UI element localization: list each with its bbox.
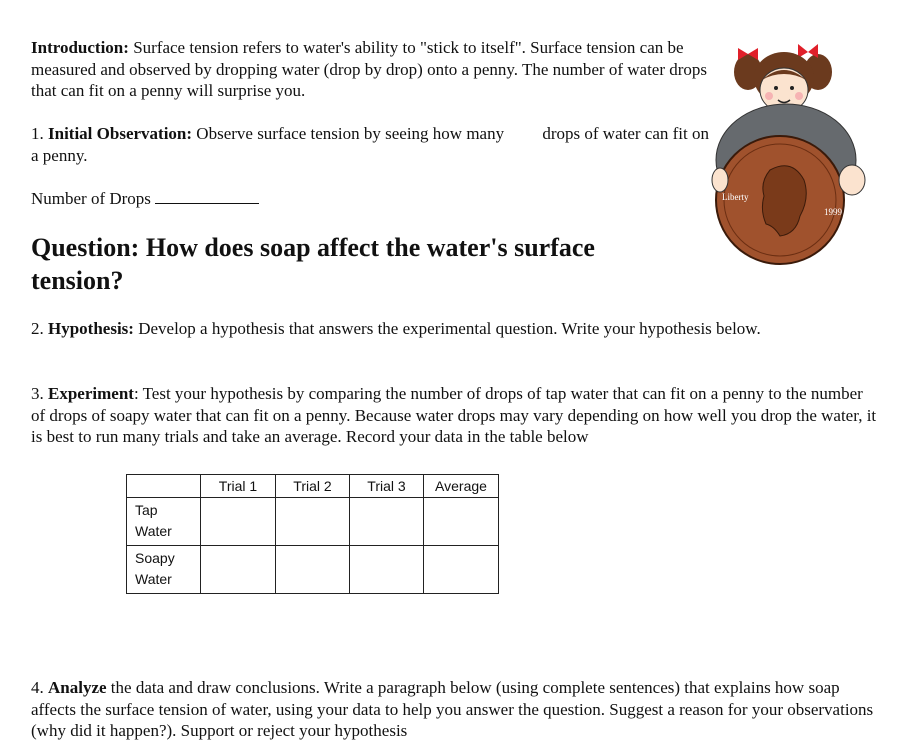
data-table bbox=[126, 474, 499, 594]
analyze-label: Analyze bbox=[48, 678, 107, 697]
soapy-water-average-cell[interactable] bbox=[424, 546, 499, 594]
table-header-cell-empty bbox=[127, 475, 201, 498]
introduction-text: Surface tension refers to water's ability to "stick to itself". Surface tension can be measured and observed by dropping water (drop by drop) onto a penny. The number of water drops that can fit on a penny will surprise you. bbox=[31, 38, 708, 100]
introduction-paragraph bbox=[31, 37, 711, 102]
experiment-paragraph bbox=[31, 383, 881, 448]
soapy-water-trial-1-cell[interactable] bbox=[201, 546, 276, 594]
analyze-text: the data and draw conclusions. Write a paragraph below (using complete sentences) that explains how soap affects the surface tension of water, using your data to help you answer the question. Suggest a reason for your observations (why did it happen?). Support or reject your hypothesis bbox=[31, 678, 874, 740]
table-row bbox=[127, 546, 499, 594]
initial-observation-paragraph bbox=[31, 123, 711, 166]
table-header-average: Average bbox=[424, 475, 499, 498]
table-header-trial-2: Trial 2 bbox=[276, 475, 350, 498]
coin-liberty-text: Liberty bbox=[722, 192, 749, 202]
hypothesis-label: Hypothesis: bbox=[48, 319, 134, 338]
table-row bbox=[127, 498, 499, 546]
experiment-label: Experiment bbox=[48, 384, 134, 403]
question-heading: Question: How does soap affect the water's surface tension? bbox=[31, 233, 595, 295]
observation-number: 1. bbox=[31, 124, 48, 143]
introduction-label: Introduction: bbox=[31, 38, 129, 57]
row-label-line: Water bbox=[135, 571, 172, 587]
experiment-number: 3. bbox=[31, 384, 48, 403]
tap-water-average-cell[interactable] bbox=[424, 498, 499, 546]
tap-water-trial-1-cell[interactable] bbox=[201, 498, 276, 546]
row-label-line: Soapy bbox=[135, 550, 175, 566]
row-label-line: Water bbox=[135, 523, 172, 539]
row-label-soapy-water bbox=[127, 546, 201, 594]
soapy-water-trial-2-cell[interactable] bbox=[276, 546, 350, 594]
table-header-trial-1: Trial 1 bbox=[201, 475, 276, 498]
drops-label: Number of Drops bbox=[31, 189, 151, 208]
coin-year-text: 1999 bbox=[824, 207, 842, 217]
girl-holding-penny-illustration bbox=[700, 30, 875, 270]
row-label-line: Tap bbox=[135, 502, 158, 518]
drops-blank-line[interactable] bbox=[155, 189, 259, 204]
hypothesis-number: 2. bbox=[31, 319, 48, 338]
tap-water-trial-3-cell[interactable] bbox=[350, 498, 424, 546]
right-cheek bbox=[795, 92, 803, 100]
row-label-tap-water bbox=[127, 498, 201, 546]
table-header-row bbox=[127, 475, 499, 498]
right-eye bbox=[790, 86, 794, 90]
table-header-trial-3: Trial 3 bbox=[350, 475, 424, 498]
observation-text: Observe surface tension by seeing how many drops of water can fit on a penny. bbox=[31, 124, 709, 165]
left-hand bbox=[712, 168, 728, 192]
observation-label: Initial Observation: bbox=[48, 124, 193, 143]
hypothesis-paragraph bbox=[31, 318, 881, 340]
analyze-number: 4. bbox=[31, 678, 48, 697]
tap-water-trial-2-cell[interactable] bbox=[276, 498, 350, 546]
soapy-water-trial-3-cell[interactable] bbox=[350, 546, 424, 594]
right-bow-icon bbox=[798, 44, 818, 58]
left-cheek bbox=[765, 92, 773, 100]
right-hand bbox=[839, 165, 865, 195]
left-eye bbox=[774, 86, 778, 90]
analyze-paragraph bbox=[31, 677, 881, 742]
hypothesis-text: Develop a hypothesis that answers the experimental question. Write your hypothesis below. bbox=[133, 319, 761, 338]
experiment-text: : Test your hypothesis by comparing the number of drops of tap water that can fit on a penny to the number of drops of soapy water that can fit on a penny. Because water drops may vary depending on how well you drop the water, it is best to run many trials and take an average. Record your data in the table below bbox=[31, 384, 877, 446]
number-of-drops-line bbox=[31, 188, 259, 210]
